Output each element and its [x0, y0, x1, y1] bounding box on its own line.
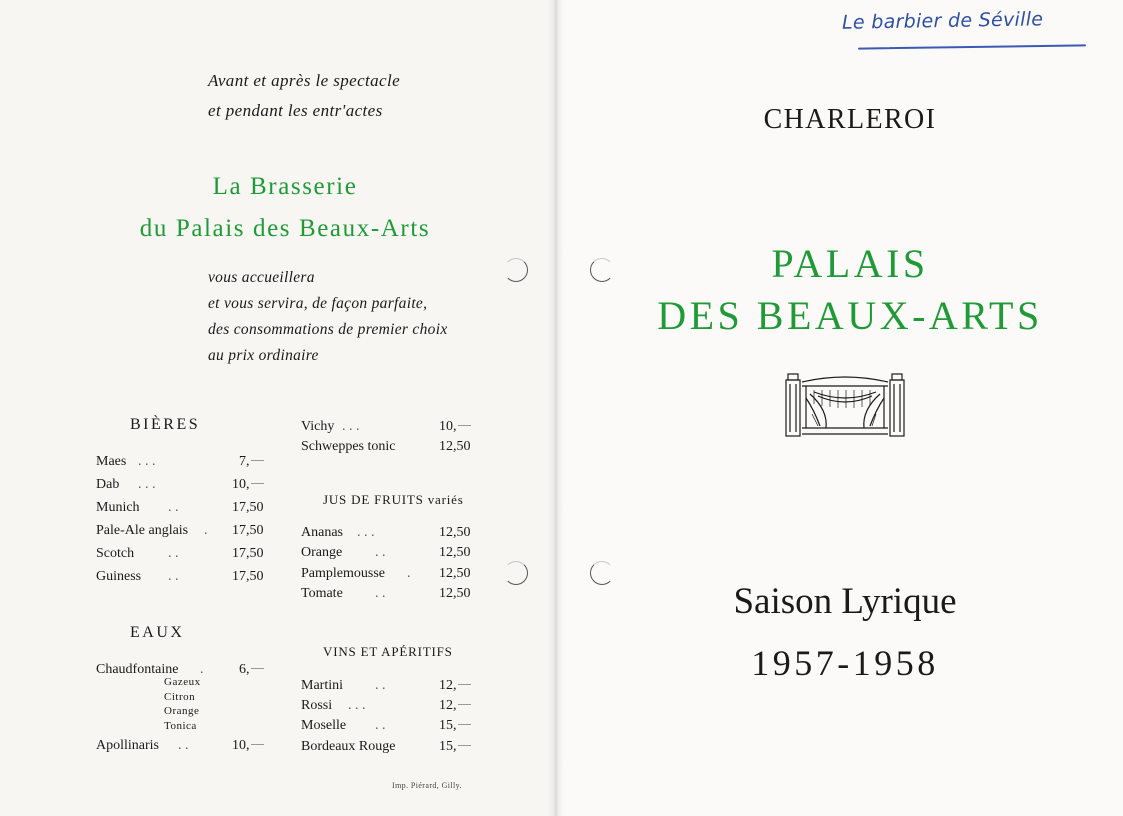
- theatre-emblem: [784, 370, 906, 443]
- variant-item: Citron: [164, 690, 196, 703]
- dash-mark: [251, 668, 264, 669]
- brasserie-title: [80, 166, 490, 250]
- brasserie-line: La Brasserie: [212, 173, 358, 200]
- vins-heading: VINS ET APÉRITIFS: [323, 644, 453, 659]
- venue-title: [620, 238, 1080, 342]
- variant-item: Orange: [164, 705, 200, 717]
- punch-hole: [504, 258, 528, 282]
- menu-item: Munich . . 17,50: [96, 500, 264, 515]
- dash-mark: [251, 483, 264, 484]
- welcome-line: vous accueillera: [208, 269, 315, 286]
- dash-mark: [458, 684, 471, 685]
- intro-text: [208, 66, 400, 126]
- handwritten-note: Le barbier de Séville: [841, 8, 1044, 34]
- page-fold: [548, 0, 564, 816]
- welcome-line: et vous servira, de façon parfaite,: [208, 295, 428, 312]
- jus-heading: JUS DE FRUITS variés: [323, 492, 464, 507]
- menu-item: Maes . . . 7,: [96, 451, 276, 473]
- welcome-text: [208, 265, 448, 369]
- menu-item: Tomate . . 12,50: [301, 586, 471, 601]
- bieres-heading: BIÈRES: [130, 416, 201, 433]
- brasserie-line: du Palais des Beaux-Arts: [139, 215, 431, 242]
- variant-item: Tonica: [164, 719, 197, 732]
- dash-mark: [458, 704, 471, 705]
- venue-line: PALAIS: [771, 241, 929, 286]
- dash-mark: [251, 460, 264, 461]
- menu-item: Orange . . 12,50: [301, 545, 471, 560]
- city-title: CHARLEROI: [763, 104, 937, 135]
- venue-line: DES BEAUX-ARTS: [657, 293, 1043, 338]
- menu-item: Martini . . 12,: [301, 675, 481, 697]
- menu-item: Apollinaris . . 10,: [96, 735, 276, 757]
- intro-line: Avant et après le spectacle: [208, 71, 401, 90]
- eaux-heading: EAUX: [130, 624, 185, 641]
- menu-item: Dab . . . 10,: [96, 474, 276, 496]
- menu-item: Moselle . . 15,: [301, 715, 481, 737]
- menu-item: Bordeaux Rouge 15,: [301, 736, 481, 758]
- variant-item: Gazeux: [164, 676, 201, 688]
- season-title: Saison Lyrique: [733, 581, 957, 622]
- menu-item: Rossi . . . 12,: [301, 695, 481, 717]
- menu-item: Chaudfontaine . 6,: [96, 659, 276, 681]
- punch-hole: [590, 561, 614, 585]
- intro-line: et pendant les entr'actes: [208, 101, 383, 120]
- menu-item: Pale-Ale anglais . 17,50: [96, 523, 264, 538]
- menu-item: Ananas . . . 12,50: [301, 525, 471, 540]
- welcome-line: des consommations de premier choix: [208, 321, 448, 338]
- dash-mark: [251, 744, 264, 745]
- punch-hole: [590, 258, 614, 282]
- dash-mark: [458, 425, 471, 426]
- season-years: 1957-1958: [751, 643, 939, 683]
- menu-item: Schweppes tonic 12,50: [301, 439, 471, 454]
- dash-mark: [458, 724, 471, 725]
- welcome-line: au prix ordinaire: [208, 347, 319, 364]
- menu-item: Scotch . . 17,50: [96, 546, 264, 561]
- chaudfontaine-variants: [164, 675, 201, 733]
- left-page: [0, 0, 556, 816]
- dash-mark: [458, 745, 471, 746]
- menu-item: Pamplemousse . 12,50: [301, 566, 471, 581]
- menu-item: Vichy . . . 10,: [301, 416, 481, 438]
- menu-item: Guiness . . 17,50: [96, 569, 264, 584]
- printer-imprint: Imp. Piérard, Gilly.: [392, 781, 462, 790]
- punch-hole: [504, 561, 528, 585]
